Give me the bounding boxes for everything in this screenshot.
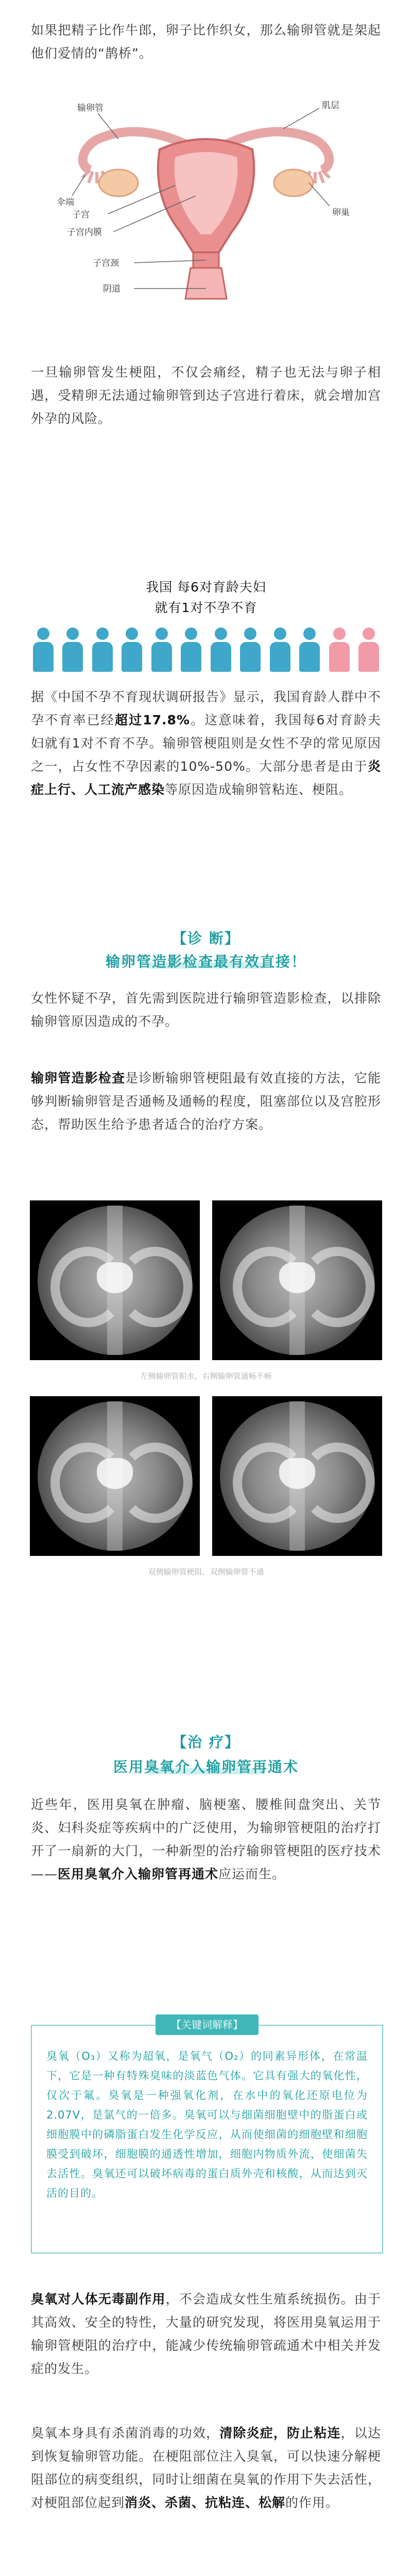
treatment-title: 医用臭氧介入输卵管再通术 xyxy=(113,1758,299,1775)
person-icon xyxy=(61,628,85,672)
uterus-anatomy-figure xyxy=(41,77,371,304)
label-uterus: 子宫 xyxy=(72,210,90,220)
paragraph-statistics: 据《中国不孕不育现状调研报告》显示，我国育龄人群中不孕不育率已经超过17.8%。这意味着，我国每6对育龄夫妇就有1对不育不孕。输卵管梗阻则是女性不孕的常见原因之一，占女性不孕因素的10%-50%。大部分患者是由于炎症上行、人工流产感染等原因造成输卵管粘连、梗阻。 xyxy=(31,689,381,797)
right-ovary xyxy=(274,170,313,196)
infertility-stat-graphic xyxy=(31,577,381,672)
keyword-box-header: 【关键词解释】 xyxy=(156,2014,259,2035)
xray-image-right-2 xyxy=(212,1396,382,1556)
label-muscle: 肌层 xyxy=(322,100,339,111)
paragraph-ozone-effect: 臭氧本身具有杀菌消毒的功效，清除炎症，防止粘连，以达到恢复输卵管功能。在梗阻部位注入臭氧，可以快速分解梗阻部位的病变组织，同时让细菌在臭氧的作用下失去活性，对梗阻部位起到消炎、杀菌、抗粘连、松解的作用。 xyxy=(31,2426,381,2510)
paragraph-treatment: 近些年，医用臭氧在肿瘤、脑梗塞、腰椎间盘突出、关节炎、妇科炎症等疾病中的广泛使用，为输卵管梗阻的治疗打开了一扇新的大门，一种新型的治疗输卵管梗阻的医疗技术——医用臭氧介入输卵管再通术应运而生。 xyxy=(31,1797,381,1882)
paragraph-blockage: 一旦输卵管发生梗阻，不仅会痛经，精子也无法与卵子相遇，受精卵无法通过输卵管到达子宫进行着床，就会增加宫外孕的风险。 xyxy=(31,365,381,426)
intro-paragraph xyxy=(31,19,381,65)
diagnosis-title: 输卵管造影检查最有效直接！ xyxy=(105,953,306,970)
person-icon xyxy=(268,628,293,672)
label-vagina: 阴道 xyxy=(103,284,121,294)
label-fallopian-tube: 输卵管 xyxy=(77,103,104,113)
person-icon xyxy=(149,628,174,672)
xray-image-left-2 xyxy=(30,1396,200,1556)
paragraph-diagnosis-1: 女性怀疑不孕，首先需到医院进行输卵管造影检查，以排除输卵管原因造成的不孕。 xyxy=(31,991,381,1029)
xray-image-left-1 xyxy=(30,1200,200,1360)
label-ovary: 卵巢 xyxy=(332,208,350,218)
keyword-explanation-box xyxy=(31,2019,383,2253)
person-icon xyxy=(209,628,233,672)
people-icon-row xyxy=(31,628,381,672)
xray-caption-2: 双侧输卵管梗阻，双侧输卵管不通 xyxy=(148,1567,264,1577)
uterus-illustration xyxy=(41,77,371,304)
person-icon xyxy=(120,628,145,672)
paragraph-diagnosis-2: 输卵管造影检查是诊断输卵管梗阻最有效直接的方法，它能够判断输卵管是否通畅及通畅的程度，阻塞部位以及宫腔形态，帮助医生给予患者适合的治疗方案。 xyxy=(31,1071,381,1132)
xray-image-right-1 xyxy=(212,1200,382,1360)
person-icon xyxy=(238,628,263,672)
diagnosis-tag: 【诊 断】 xyxy=(172,930,240,947)
stat-line-2: 就有1对不孕不育 xyxy=(154,600,258,615)
label-fimbria: 伞端 xyxy=(57,197,74,208)
keyword-box-text: 臭氧（O₃）又称为超氧，是氧气（O₂）的同素异形体，在常温下，它是一种有特殊臭味的淡蓝色气体。它具有强大的氧化性，仅次于氟。臭氧是一种强氧化剂，在水中的氧化还原电位为2.07V，是氯气的一倍多。臭氧可以与细菌细胞壁中的脂蛋白或细胞膜中的磷脂蛋白发生化学反应，从而使细菌的细胞壁和细胞膜受到破坏，细胞膜的通透性增加，细胞内物质外流，使细菌失去活性。臭氧还可以破坏病毒的蛋白质外壳和核酸，从而达到灭活的目的。 xyxy=(46,2050,368,2199)
person-icon xyxy=(90,628,115,672)
paragraph-ozone-safety: 臭氧对人体无毒副作用，不会造成女性生殖系统损伤。由于其高效、安全的特性，大量的研究发现，将医用臭氧运用于输卵管梗阻的治疗中，能减少传统输卵管疏通术中相关并发症的发生。 xyxy=(31,2292,381,2376)
left-ovary xyxy=(99,170,138,196)
person-icon xyxy=(327,628,352,672)
person-icon xyxy=(179,628,204,672)
person-icon xyxy=(31,628,56,672)
intro-text: 如果把精子比作牛郎，卵子比作织女，那么输卵管就是架起他们爱情的“鹊桥”。 xyxy=(31,23,381,61)
stat-line-1: 我国 每6对育龄夫妇 xyxy=(146,580,266,595)
xray-caption-1: 左侧输卵管积水，右侧输卵管通畅不畅 xyxy=(140,1371,272,1381)
label-endometrium: 子宫内膜 xyxy=(67,227,102,238)
vagina xyxy=(185,268,227,299)
person-icon xyxy=(357,628,382,672)
person-icon xyxy=(298,628,322,672)
label-cervix: 子宫颈 xyxy=(93,258,119,268)
treatment-tag: 【治 疗】 xyxy=(172,1734,240,1751)
